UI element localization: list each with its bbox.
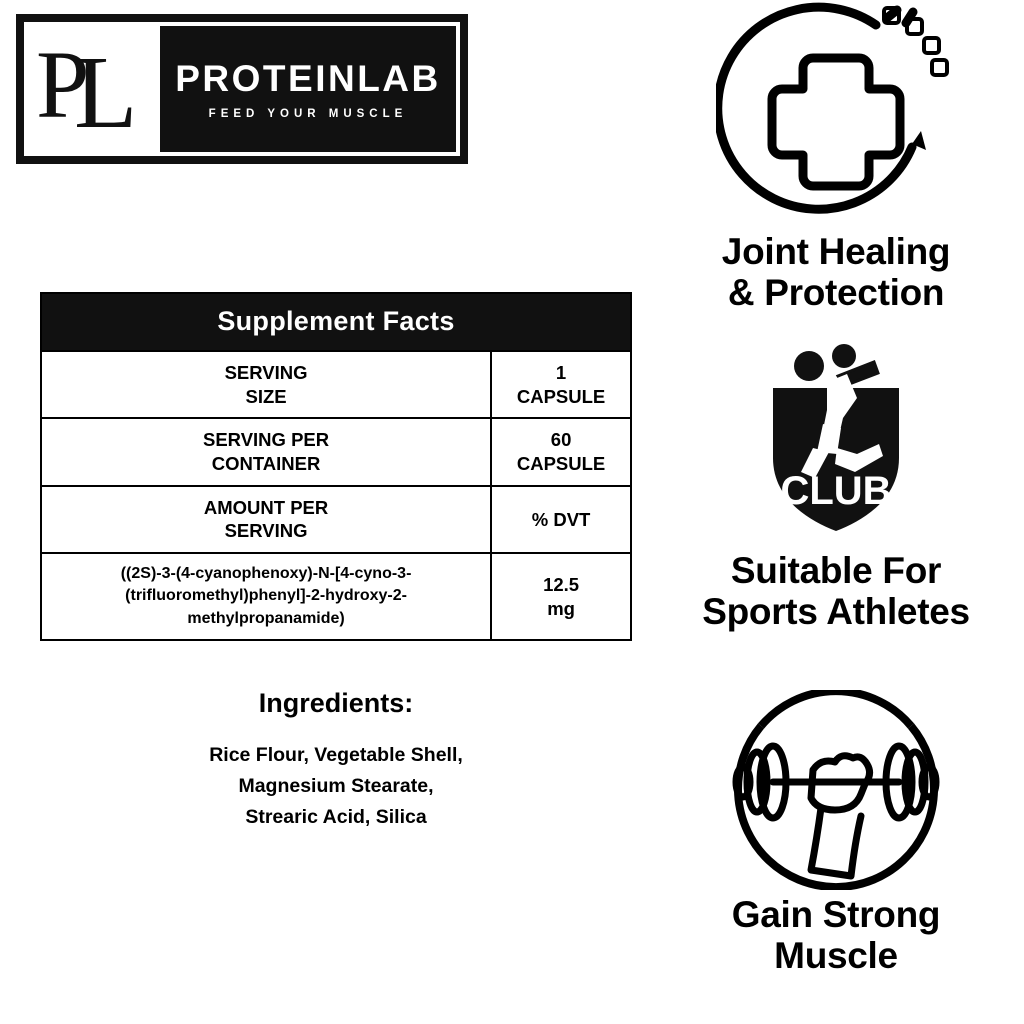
feature-gain-muscle-caption: Gain Strong Muscle [731,894,941,977]
table-row [42,486,630,553]
table-row [42,351,630,418]
medical-cross-cycle-icon [648,2,1024,227]
supplement-facts-title: Supplement Facts [42,294,630,350]
serving-size-value: 1 CAPSULE [491,351,630,418]
table-row [42,418,630,485]
dumbbell-fist-circle-icon [648,690,1024,890]
serving-per-container-label: SERVING PER CONTAINER [42,418,491,485]
feature-gain-muscle [648,690,1024,977]
brand-name: PROTEINLAB [175,58,441,99]
feature-joint-healing [648,2,1024,314]
brand-name-box [160,26,456,152]
brand-logo-inner [24,22,460,156]
brand-monogram [28,26,160,152]
brand-tagline: FEED YOUR MUSCLE [208,108,408,120]
feature-column [648,0,1024,1024]
supplement-facts-table [42,350,630,639]
feature-sports-athletes [648,336,1024,633]
active-ingredient-label: ((2S)-3-(4-cyanophenoxy)-N-[4-cyno-3-(trifluoromethyl)phenyl]-2-hydroxy-2-methylpropanamide) [42,553,491,639]
feature-joint-healing-caption: Joint Healing & Protection [721,231,951,314]
active-ingredient-value: 12.5 mg [491,553,630,639]
brand-logo [16,14,468,164]
ingredients-list: Rice Flour, Vegetable Shell, Magnesium Stearate, Strearic Acid, Silica [209,744,463,829]
serving-per-container-value: 60 CAPSULE [491,418,630,485]
svg-text:L: L [74,35,132,139]
monogram-pl-icon [34,31,154,139]
ingredients-title: Ingredients: [258,688,414,718]
club-athlete-shield-icon [648,336,1024,546]
serving-size-label: SERVING SIZE [42,351,491,418]
amount-per-serving-label: AMOUNT PER SERVING [42,486,491,553]
supplement-facts-panel [40,292,632,641]
amount-per-serving-value: % DVT [491,486,630,553]
table-row [42,553,630,639]
svg-text:CLUB: CLUB [780,469,892,513]
feature-sports-athletes-caption: Suitable For Sports Athletes [702,550,970,633]
svg-text:P: P [36,31,84,138]
